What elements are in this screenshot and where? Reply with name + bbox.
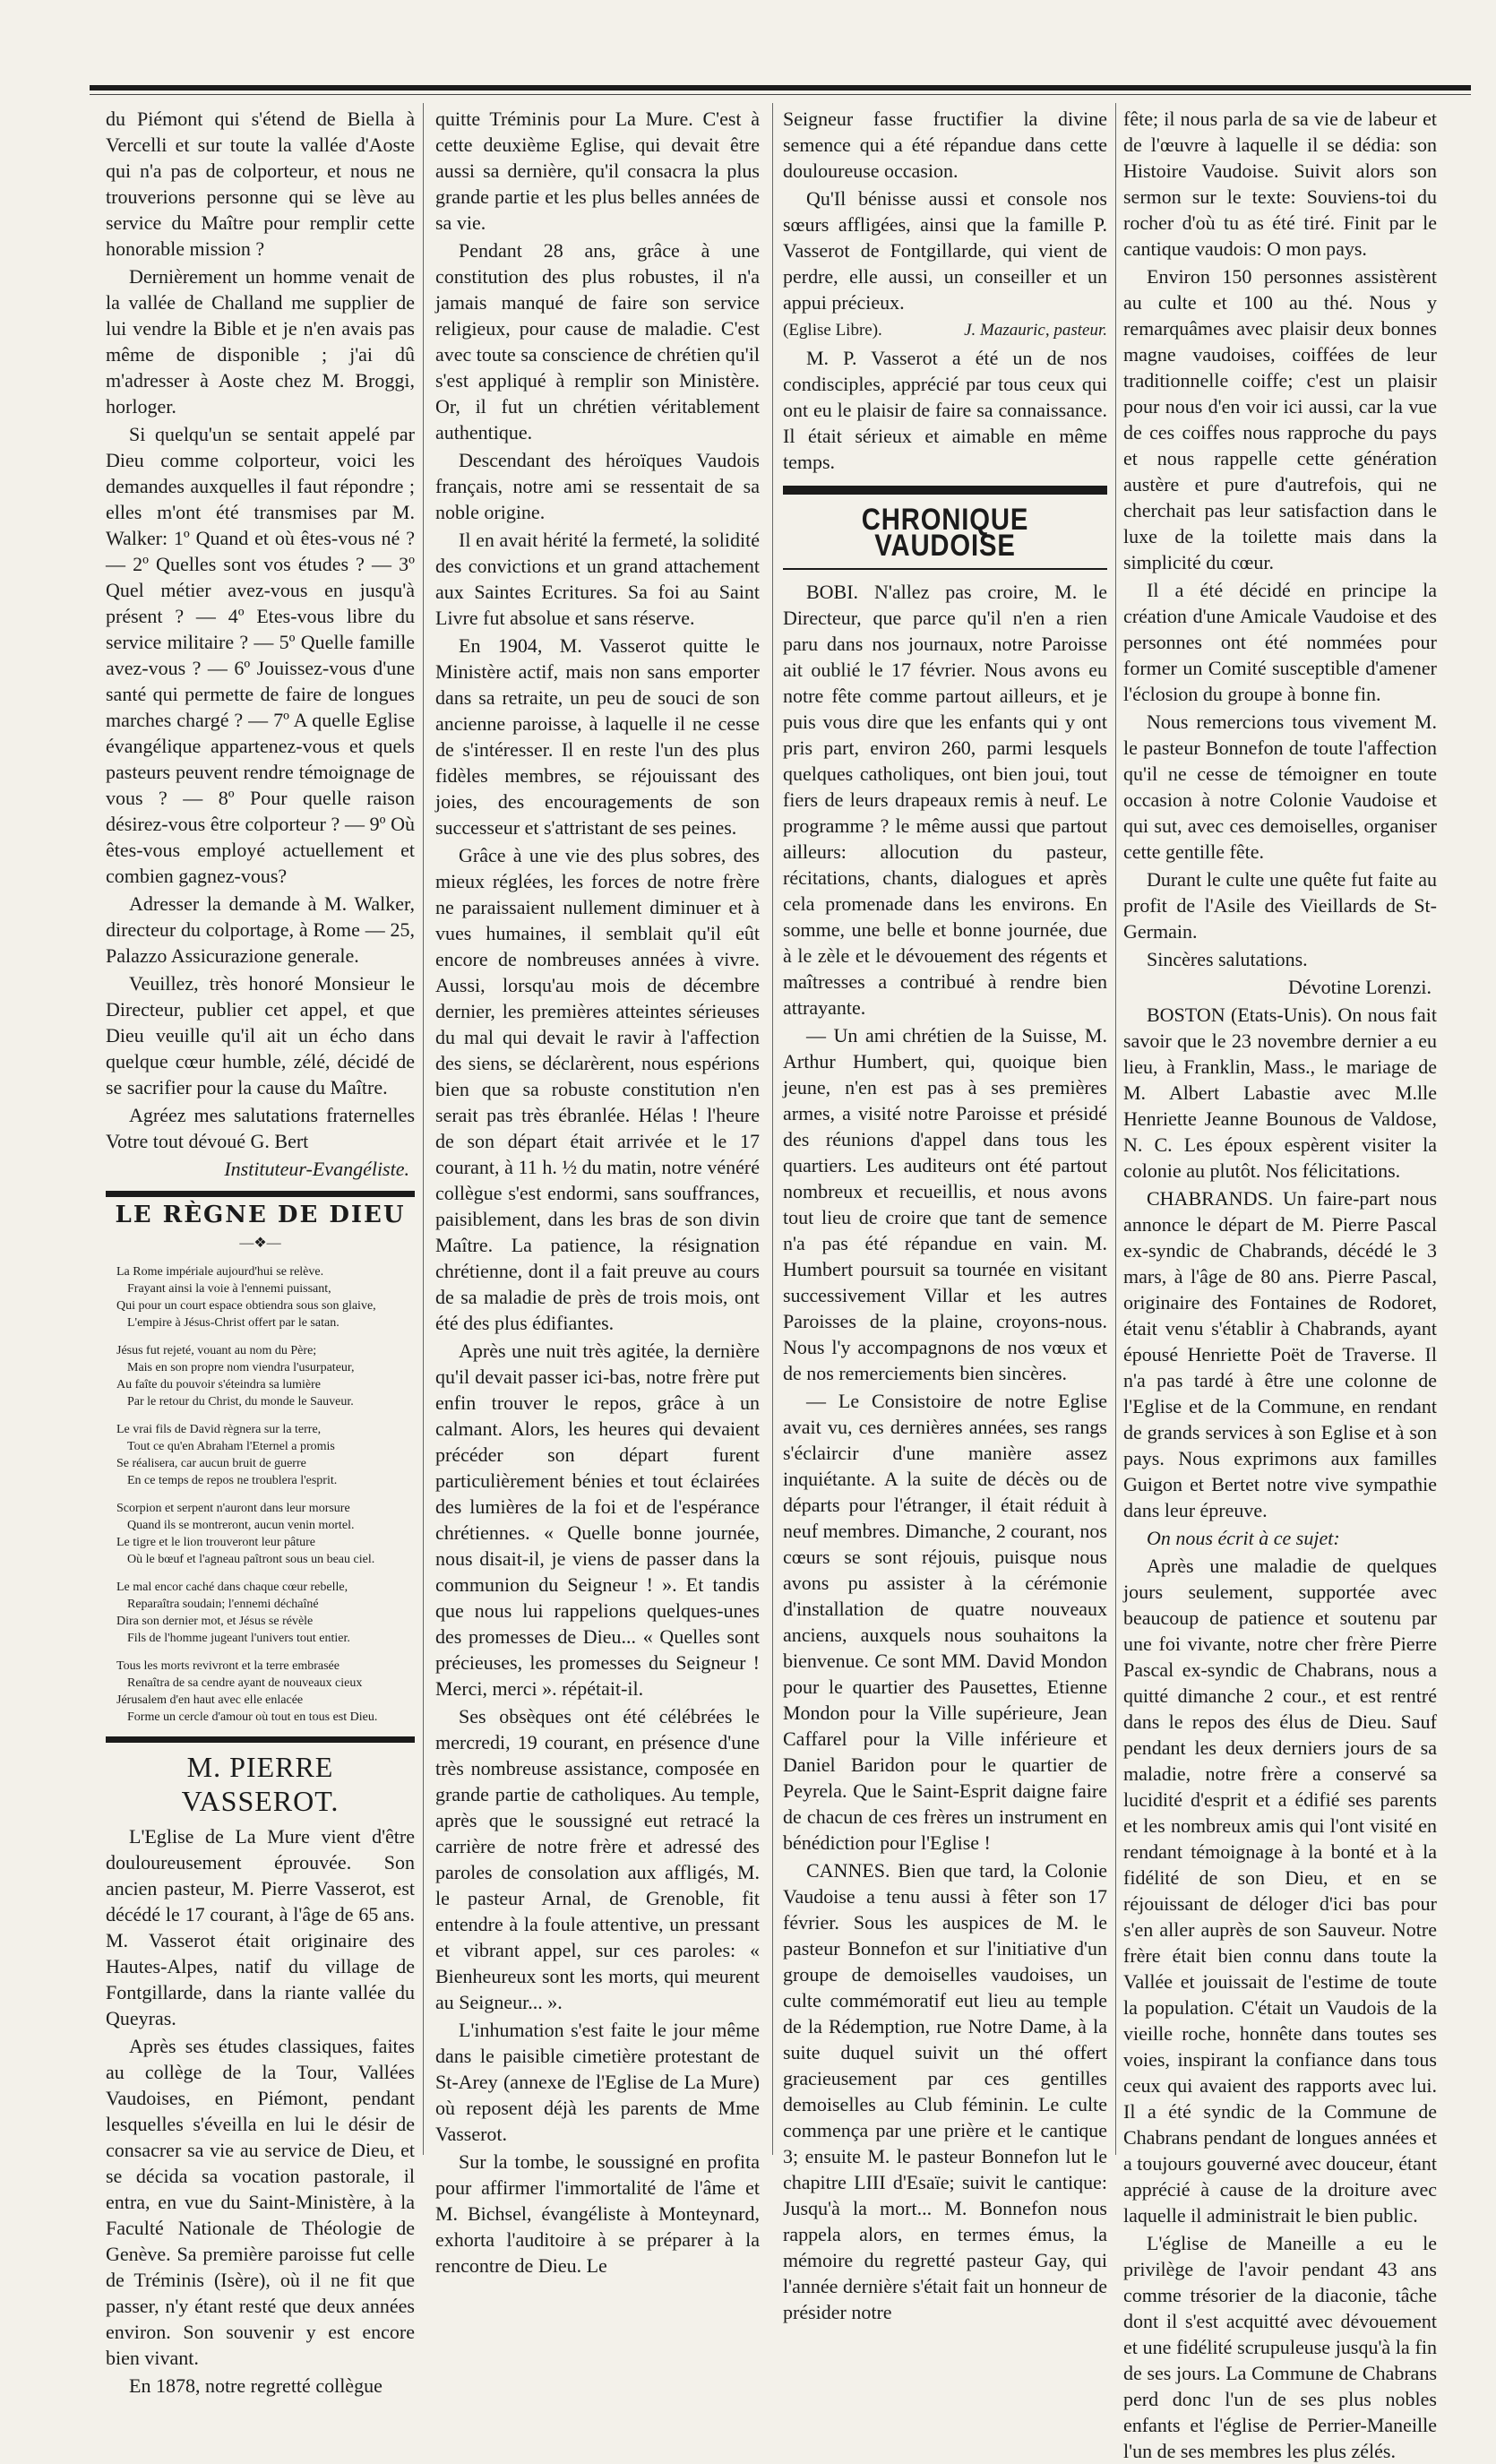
paragraph: Après ses études classiques, faites au collège de la Tour, Vallées Vaudoises, en Piémont, pendant lesquelles s'éveilla en lui le désir de consacrer sa vie au service de Dieu, et se décida sa vocation pastorale, il entra, en vue du Saint-Ministère, à la Faculté Nationale de Théologie de Genève. Sa première paroisse fut celle de Tréminis (Isère), où il ne fit que passer, n'y étant resté que deux années environ. Son souvenir y est encore bien vivant. — [106, 2035, 415, 2369]
column-separator — [1115, 103, 1116, 2155]
header-rule-thin — [90, 94, 1471, 95]
header-rule — [90, 85, 1471, 90]
signature-title: Instituteur-Evangéliste. — [224, 1158, 409, 1180]
poem-stanza — [116, 1342, 415, 1410]
paragraph: Descendant des héroïques Vaudois français, notre ami se ressentait de sa noble origine. — [435, 449, 760, 523]
paragraph: Adresser la demande à M. Walker, directeur du colportage, à Rome — 25, Palazzo Assicurazione generale. — [106, 892, 415, 967]
paragraph: CANNES. Bien que tard, la Colonie Vaudoise a tenu aussi à fêter son 17 février. Sous les auspices de M. le pasteur Bonnefon et sur l'initiative d'un groupe de demoiselles vaudoises, un culte commémoratif eut lieu au temple de la Rédemption, rue Notre Dame, à la suite duquel suivit un thé offert gracieusement par ces gentilles demoiselles au Club féminin. Le culte commença par une prière et le cantique 3; ensuite M. le pasteur Bonnefon lut le chapitre LIII d'Esaïe; suivit le cantique: Jusqu'à la mort... M. Bonnefon nous rappela alors, en termes émus, la mémoire du regretté pasteur Gay, qui l'année dernière s'était fait un honneur de présider notre — [783, 1859, 1107, 2323]
column-1 — [106, 106, 415, 2397]
paragraph: — Un ami chrétien de la Suisse, M. Arthur Humbert, qui, quoique bien jeune, n'en est pas à ses premières armes, a visité notre Paroisse et présidé des réunions d'appel dans tous les quartiers. Les auditeurs ont été partout nombreux et recueillis, et nous avons tout lieu de croire que tant de semence n'a pas été répandue en vain. M. Humbert poursuit sa tournée en visitant successivement Villar et les autres Paroisses de la plaine, croyons-nous. Nous l'y accompagnons de nos vœux et de nos remerciements bien sincères. — [783, 1024, 1107, 1384]
poem-line: Où le bœuf et l'agneau paîtront sous un beau ciel. — [127, 1553, 375, 1566]
section-rule-thin — [783, 568, 1107, 570]
poem-line: Scorpion et serpent n'auront dans leur morsure — [116, 1502, 350, 1515]
paragraph: On nous écrit à ce sujet: — [1147, 1527, 1340, 1549]
paragraph: quitte Tréminis pour La Mure. C'est à cette deuxième Eglise, qui devait être aussi sa dernière, qu'il consacra la plus grande partie et les plus belles années de sa vie. — [435, 108, 760, 234]
paragraph: L'inhumation s'est faite le jour même dans le paisible cimetière protestant de St-Arey (annexe de l'Eglise de La Mure) où reposent déjà les parents de Mme Vasserot. — [435, 2019, 760, 2145]
paragraph: L'église de Maneille a eu le privilège de l'avoir pendant 43 ans comme trésorier de la diaconie, tâche dont il s'est acquitté avec dévouement et une fidélité scrupuleuse jusqu'à la fin de ses jours. La Commune de Chabrans perd donc l'un de ses plus nobles enfants et l'église de Perrier-Maneille l'un de ses membres les plus zélés. — [1123, 2232, 1437, 2462]
poem-line: Frayant ainsi la voie à l'ennemi puissant, — [127, 1282, 331, 1296]
poem-line: Se réalisera, car aucun bruit de guerre — [116, 1457, 306, 1470]
signer: J. Mazauric, pasteur. — [964, 321, 1107, 340]
paragraph: CHABRANDS. Un faire-part nous annonce le départ de M. Pierre Pascal ex-syndic de Chabrands, décédé le 3 mars, à l'âge de 80 ans. Pierre Pascal, originaire des Fontaines de Rodoret, était venu s'établir à Chabrands, ayant épousé Henriette Poët de Traverse. Il n'a pas tardé à être une colonne de l'Eglise et de la Commune, en rendant de grands services à son Eglise et à son pays. Nous exprimons aux familles Guigon et Bertet notre vive sympathie dans leur épreuve. — [1123, 1187, 1437, 1521]
poem — [106, 1263, 415, 1726]
paragraph: Après une nuit très agitée, la dernière qu'il devait passer ici-bas, notre frère put enfin trouver le repos, grâce à un calmant. Alors, les heures qui devaient précéder son départ furent particulièrement bénies et tout éclairées des lumières de la foi et de l'espérance chrétiennes. « Quelle bonne journée, nous disait-il, je viens de passer dans la communion du Seigneur ! ». Et tandis que nous lui rappelions quelques-unes des promesses de Dieu... « Quelles sont précieuses, les promesses du Seigneur ! Merci, merci ». répétait-il. — [435, 1340, 760, 1700]
poem-line: Tout ce qu'en Abraham l'Eternel a promis — [127, 1440, 335, 1453]
column-3 — [783, 106, 1107, 2323]
poem-line: Fils de l'homme jugeant l'univers tout entier. — [127, 1632, 350, 1645]
paragraph: du Piémont qui s'étend de Biella à Vercelli et sur toute la vallée d'Aoste qui n'a pas de colporteur, et nous ne trouverions personne qui se lève au service du Maître pour remplir cette honorable mission ? — [106, 108, 415, 260]
column-separator — [772, 103, 773, 2155]
section-rule — [106, 1191, 415, 1197]
section-rule — [783, 486, 1107, 495]
poem-line: La Rome impériale aujourd'hui se relève. — [116, 1265, 324, 1279]
paragraph: Environ 150 personnes assistèrent au culte et 100 au thé. Nous y remarquâmes avec plaisir deux bonnes magne vaudoises, coiffées de leur traditionnelle coiffe; c'est un plaisir pour nous d'en voir ici aussi, car la vue de ces coiffes nous rapproche du pays et nous rappelle cette génération austère et pure d'autrefois, qui ne cherchait pas leur satisfaction dans le luxe de la toilette mais dans la simplicité du cœur. — [1123, 265, 1437, 573]
source-label: (Eglise Libre). — [783, 321, 882, 340]
poem-line: Le tigre et le lion trouveront leur pâture — [116, 1536, 315, 1549]
signature: Dévotine Lorenzi. — [1287, 976, 1432, 998]
paragraph: L'Eglise de La Mure vient d'être douloureusement éprouvée. Son ancien pasteur, M. Pierre Vasserot, est décédé le 17 courant, à l'âge de 65 ans. M. Vasserot était originaire des Hautes-Alpes, natif du village de Fontgillarde, dans la riante vallée du Queyras. — [106, 1825, 415, 2029]
paragraph: Agréez mes salutations fraternelles Votre tout dévoué G. Bert — [106, 1104, 415, 1152]
source-line — [783, 317, 1107, 343]
paragraph: Sincères salutations. — [1147, 948, 1308, 970]
paragraph: Si quelqu'un se sentait appelé par Dieu comme colporteur, voici les demandes auxquelles il faut répondre ; elles m'ont été transmises par M. Walker: 1º Quand et où êtes-vous né ? — 2º Quelles sont vos études ? — 3º Quel métier avez-vous en jusqu'à présent ? — 4º Etes-vous libre du service militaire ? — 5º Quelle famille avez-vous ? — 6º Jouissez-vous d'une santé qui permette de faire de longues marches chargé ? — 7º A quelle Eglise évangélique appartenez-vous et quels pasteurs peuvent rendre témoignage de vous ? — 8º Pour quelle raison désirez-vous être colporteur ? — 9º Où êtes-vous employé actuellement et combien gagnez-vous? — [106, 423, 415, 887]
poem-line: Dira son dernier mot, et Jésus se révèle — [116, 1615, 314, 1628]
paragraph: Veuillez, très honoré Monsieur le Directeur, publier cet appel, et que Dieu veuille qu'il ait un écho dans quelque cœur humble, zélé, décidé de se sacrifier pour la cause du Maître. — [106, 972, 415, 1098]
poem-line: Mais en son propre nom viendra l'usurpateur, — [127, 1361, 355, 1374]
poem-line: Le mal encor caché dans chaque cœur rebelle, — [116, 1581, 348, 1594]
paragraph: En 1904, M. Vasserot quitte le Ministère actif, mais non sans emporter dans sa retraite, un peu de souci de son ancienne paroisse, à laquelle il ne cesse de s'intéresser. Il en reste l'un des plus fidèles membres, se réjouissant des joies, des encouragements de son successeur et s'attristant de ses peines. — [435, 634, 760, 839]
paragraph: Dernièrement un homme venait de la vallée de Challand me supplier de lui vendre la Bible et je n'en avais pas même de disponible ; j'ai dû m'adresser à Aoste chez M. Broggi, horloger. — [106, 265, 415, 418]
paragraph: Pendant 28 ans, grâce à une constitution des plus robustes, il n'a jamais manqué de faire son service religieux, pour cause de maladie. C'est avec toute sa conscience de chrétien qu'il s'est appliqué à remplir son Ministère. Or, il fut un chrétien véritablement authentique. — [435, 239, 760, 444]
poem-line: Qui pour un court espace obtiendra sous son glaive, — [116, 1299, 376, 1313]
paragraph: M. P. Vasserot a été un de nos condisciples, apprécié par tous ceux qui ont eu le plaisir de faire sa connaissance. Il était sérieux et aimable en même temps. — [783, 347, 1107, 473]
paragraph: Il a été décidé en principe la création d'une Amicale Vaudoise et des personnes ont été nommées pour former un Comité susceptible d'amener l'éclosion du groupe à bonne fin. — [1123, 579, 1437, 705]
paragraph: Il en avait hérité la fermeté, la solidité des convictions et un grand attachement aux Saintes Ecritures. Sa foi au Saint Livre fut absolue et sans réserve. — [435, 529, 760, 629]
ornament-icon: —❖— — [239, 1236, 281, 1251]
poem-title: LE RÈGNE DE DIEU — [115, 1202, 406, 1228]
paragraph: Nous remercions tous vivement M. le pasteur Bonnefon de toute l'affection qu'il ne cesse de témoigner en toute occasion à notre Colonie Vaudoise et qui sut, avec ces demoiselles, organiser cette gentille fête. — [1123, 711, 1437, 863]
poem-line: Jésus fut rejeté, vouant au nom du Père; — [116, 1344, 317, 1357]
poem-line: L'empire à Jésus-Christ offert par le satan. — [127, 1316, 340, 1330]
column-separator — [423, 103, 424, 2155]
poem-line: Au faîte du pouvoir s'éteindra sa lumière — [116, 1378, 322, 1391]
paragraph: Seigneur fasse fructifier la divine semence qui a été répandue dans cette douloureuse occasion. — [783, 108, 1107, 182]
paragraph: Après une maladie de quelques jours seulement, supportée avec beaucoup de patience et soutenu par une foi vivante, notre cher frère Pierre Pascal ex-syndic de Chabrans, nous a quitté dimanche 2 cour., et est rentré dans le repos des élus de Dieu. Sauf pendant les deux derniers jours de sa maladie, notre frère a conservé sa lucidité d'esprit et a édifié ses parents et les nombreux amis qui l'ont visité en rendant témoignage à la bonté et à la fidélité de son Dieu, et en se réjouissant de déloger d'ici bas pour s'en aller auprès de son Sauveur. Notre frère était bien connu dans toute la Vallée et jouissait de l'estime de toute la population. C'était un Vaudois de la vieille roche, honnête dans toutes ses voies, inspirant la confiance dans tous ceux qui avaient des rapports avec lui. Il a été syndic de la Commune de Chabrans pendant de longues années et a toujours gouverné avec douceur, étant apprécié à cause de la droiture avec laquelle il administrait le bien public. — [1123, 1555, 1437, 2227]
paragraph: Ses obsèques ont été célébrées le mercredi, 19 courant, en présence d'une très nombreuse assistance, composée en grande partie de catholiques. Au temple, après que le soussigné eut retracé la carrière de notre frère et adressé des paroles de consolation aux affligés, M. le pasteur Arnal, de Grenoble, fit entendre à la foule attentive, un pressant et vibrant appel, sur ces paroles: « Bienheureux sont les morts, qui meurent au Seigneur... ». — [435, 1705, 760, 2013]
paragraph: — Le Consistoire de notre Eglise avait vu, ces dernières années, ses rangs s'éclaircir d'une manière assez inquiétante. A la suite de décès ou de départs pour l'étranger, il était réduit à neuf membres. Dimanche, 2 courant, nos cœurs se sont réjouis, puisque nous avons pu assister à la cérémonie d'installation de quatre nouveaux anciens, auxquels nous souhaitons la bienvenue. Ce sont MM. David Mondon pour le quartier des Pausettes, Etienne Mondon pour la Ville supérieure, Jean Caffarel pour la Ville inférieure et Daniel Baridon pour le quartier de Peyrela. Que le Saint-Esprit daigne faire de chacun de ces frères un instrument en bénédiction pour l'Eglise ! — [783, 1390, 1107, 1854]
poem-line: Tous les morts revivront et la terre embrasée — [116, 1659, 340, 1673]
poem-stanza — [116, 1263, 415, 1331]
poem-line: Jérusalem d'en haut avec elle enlacée — [116, 1693, 304, 1707]
paragraph: BOSTON (Etats-Unis). On nous fait savoir que le 23 novembre dernier a eu lieu, à Franklin, Mass., le mariage de M. Albert Labastie avec M.lle Henriette Jeanne Bounous de Valdose, N. C. Les époux espèrent visiter la colonie au plutôt. Nos félicitations. — [1123, 1004, 1437, 1182]
paragraph: En 1878, notre regretté collègue — [129, 2374, 383, 2397]
poem-stanza — [116, 1500, 415, 1568]
poem-line: Le vrai fils de David règnera sur la terre, — [116, 1423, 322, 1436]
poem-stanza — [116, 1658, 415, 1726]
paragraph: fête; il nous parla de sa vie de labeur et de l'œuvre à laquelle il se dédia: son Histoire Vaudoise. Suivit alors son sermon sur le texte: Souviens-toi du rocher d'où tu as été tiré. Finit par le cantique vaudois: O mon pays. — [1123, 108, 1437, 260]
poem-line: Reparaîtra soudain; l'ennemi déchaîné — [127, 1598, 319, 1611]
column-2 — [435, 106, 760, 2277]
article-title: M. PIERRE VASSEROT. — [181, 1751, 340, 1817]
poem-stanza — [116, 1421, 415, 1489]
paragraph: Durant le culte une quête fut faite au profit de l'Asile des Vieillards de St-Germain. — [1123, 868, 1437, 943]
paragraph: Qu'Il bénisse aussi et console nos sœurs affligées, ainsi que la famille P. Vasserot de Fontgillarde, qui vient de perdre, elle aussi, un conseiller et un appui précieux. — [783, 187, 1107, 314]
poem-stanza — [116, 1579, 415, 1647]
poem-line: Par le retour du Christ, du monde le Sauveur. — [127, 1395, 354, 1409]
paragraph: BOBI. N'allez pas croire, M. le Directeur, que parce qu'il n'en a rien paru dans nos journaux, notre Paroisse ait oublié le 17 février. Nous avons eu notre fête comme partout ailleurs, et je puis vous dire que les enfants qui y ont pris part, environ 260, parmi lesquels quelques catholiques, ont bien joui, tout fiers de leurs drapeaux remis à neuf. Le programme ? le même aussi que partout ailleurs: allocution du pasteur, récitations, chants, dialogues et après cela promenade dans les environs. En somme, une belle et bonne journée, due à le zèle et le dévouement des régents et maîtresses a contribué à rendre bien attrayante. — [783, 581, 1107, 1019]
section-title: CHRONIQUE VAUDOISE — [861, 503, 1029, 563]
poem-line: Quand ils se montreront, aucun venin mortel. — [127, 1519, 355, 1532]
poem-line: Forme un cercle d'amour où tout en tous est Dieu. — [127, 1710, 378, 1724]
poem-line: Renaîtra de sa cendre ayant de nouveaux cieux — [127, 1676, 363, 1690]
poem-line: En ce temps de repos ne troublera l'esprit. — [127, 1474, 338, 1487]
section-rule — [106, 1736, 415, 1743]
column-4 — [1123, 106, 1437, 2462]
paragraph: Grâce à une vie des plus sobres, des mieux réglées, les forces de notre frère ne paraissaient nullement diminuer et à vues humaines, il semblait qu'il eût encore de nombreuses années à vivre. Aussi, lorsqu'au mois de décembre dernier, les premières atteintes sérieuses du mal qui devait le ravir à l'affection des siens, se déclarèrent, nous espérions bien que sa robuste constitution n'en serait pas très ébranlée. Hélas ! l'heure de son départ était arrivée et le 17 courant, à 11 h. ½ du matin, notre vénéré collègue s'est endormi, sans souffrances, paisiblement, dans les bras de son divin Maître. La patience, la résignation chrétienne, dont il a fait preuve au cours de sa maladie de près de trois mois, ont été des plus édifiantes. — [435, 844, 760, 1334]
paragraph: Sur la tombe, le soussigné en profita pour affirmer l'immortalité de l'âme et M. Bichsel, évangéliste à Monteynard, exhorta l'auditoire à se préparer à la rencontre de Dieu. Le — [435, 2150, 760, 2277]
